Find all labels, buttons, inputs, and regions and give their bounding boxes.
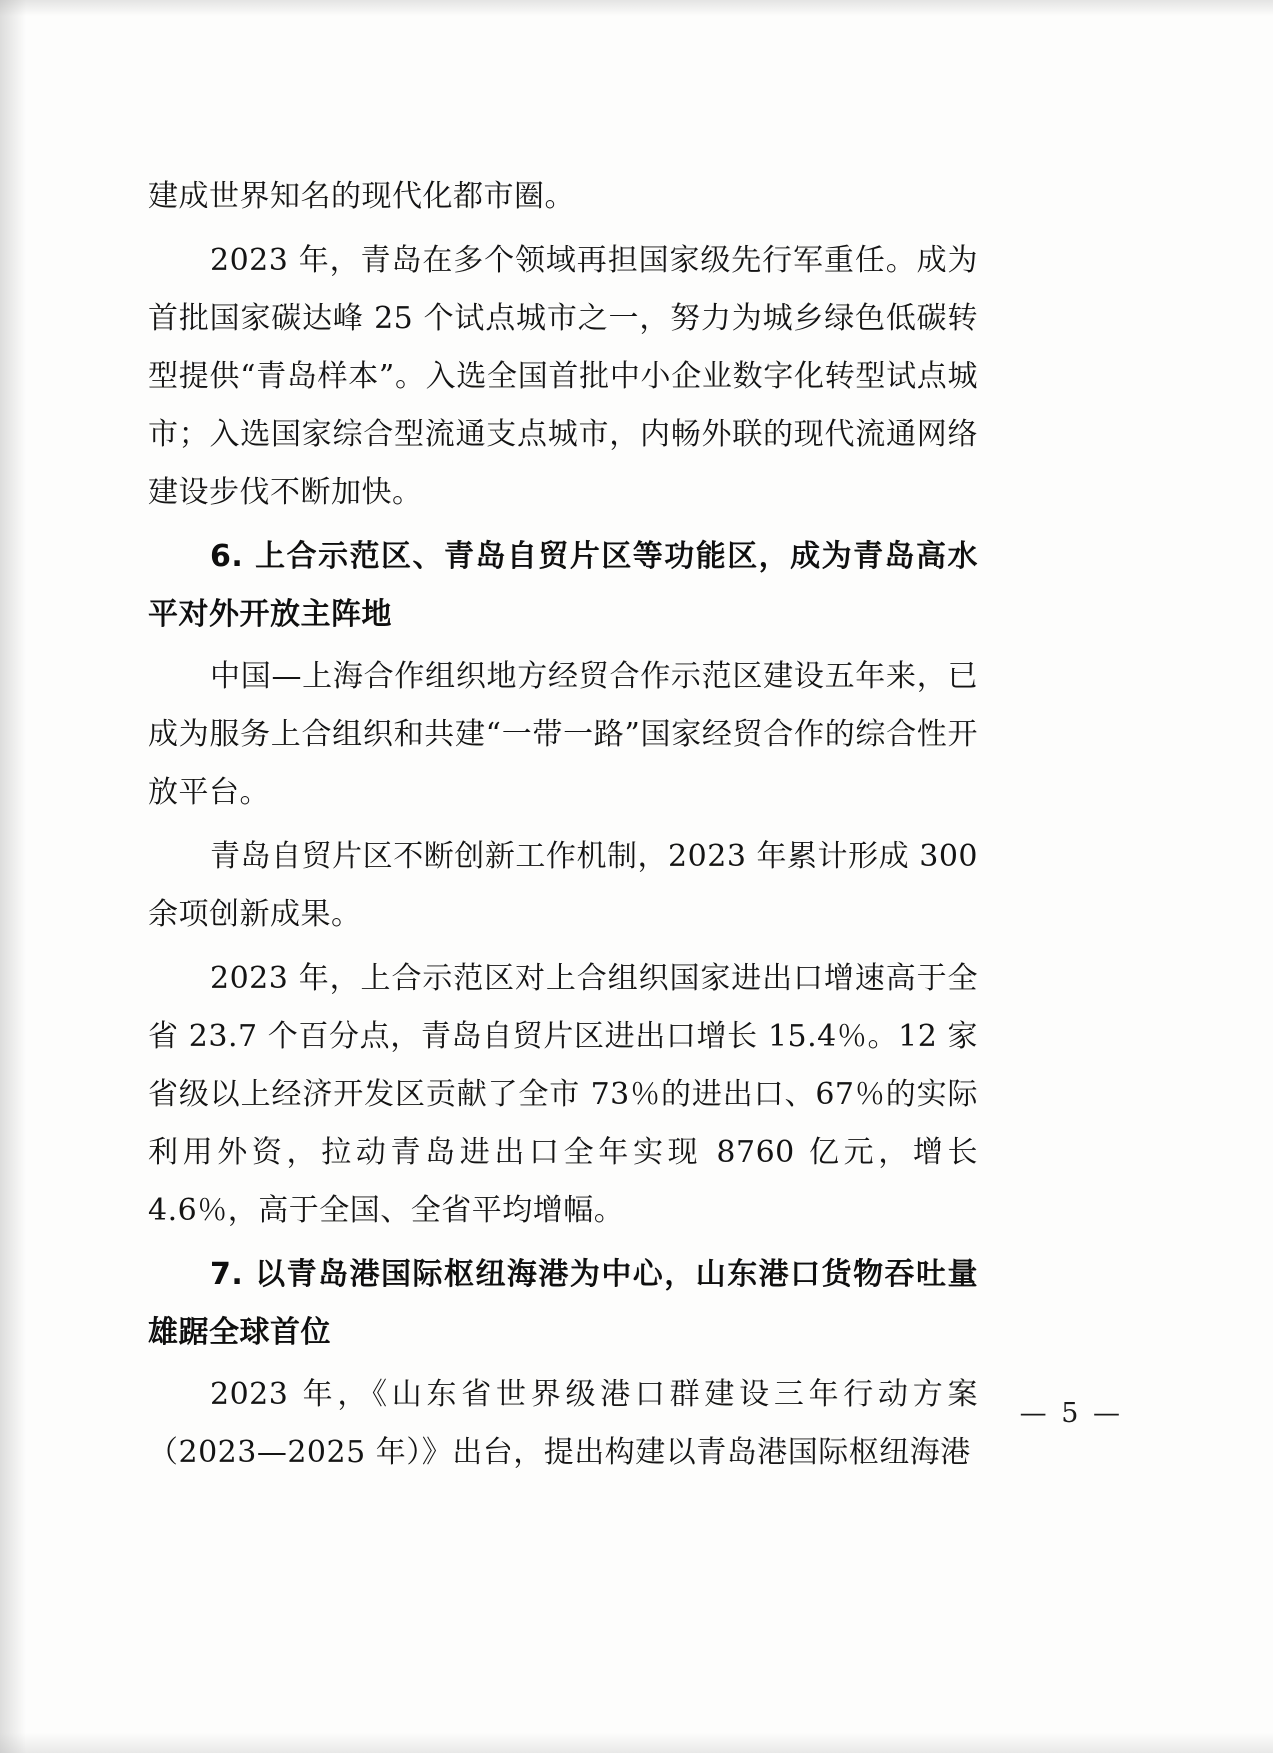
section-heading-7: 7. 以青岛港国际枢纽海港为中心，山东港口货物吞吐量雄踞全球首位 bbox=[148, 1257, 978, 1350]
paragraph: 青岛自贸片区不断创新工作机制，2023 年累计形成 300 余项创新成果。 bbox=[148, 839, 978, 932]
page-number: — 5 — bbox=[1019, 1398, 1123, 1429]
paragraph: 建成世界知名的现代化都市圈。 bbox=[148, 179, 575, 214]
section-heading-6: 6. 上合示范区、青岛自贸片区等功能区，成为青岛高水平对外开放主阵地 bbox=[148, 539, 978, 632]
page-edge-shadow-bottom bbox=[0, 1733, 1273, 1753]
paragraph: 2023 年，青岛在多个领域再担国家级先行军重任。成为首批国家碳达峰 25 个试点城市之一，努力为城乡绿色低碳转型提供“青岛样本”。入选全国首批中小企业数字化转型试点城市；入选国家综合型流通支点城市，内畅外联的现代流通网络建设步伐不断加快。 bbox=[148, 243, 978, 510]
paragraph: 2023 年，上合示范区对上合组织国家进出口增速高于全省 23.7 个百分点，青岛自贸片区进出口增长 15.4％。12 家省级以上经济开发区贡献了全市 73％的进出口、67％的实际利用外资，拉动青岛进出口全年实现 8760 亿元，增长 4.6％，高于全国、全省平均增幅。 bbox=[148, 961, 978, 1228]
page-body bbox=[148, 168, 978, 1488]
paragraph: 中国—上海合作组织地方经贸合作示范区建设五年来，已成为服务上合组织和共建“一带一路”国家经贸合作的综合性开放平台。 bbox=[148, 659, 978, 810]
page-edge-shadow-top bbox=[0, 0, 1273, 16]
paragraph: 2023 年，《山东省世界级港口群建设三年行动方案（2023—2025 年）》出台，提出构建以青岛港国际枢纽海港 bbox=[148, 1377, 978, 1470]
page-edge-shadow-left bbox=[0, 0, 26, 1753]
